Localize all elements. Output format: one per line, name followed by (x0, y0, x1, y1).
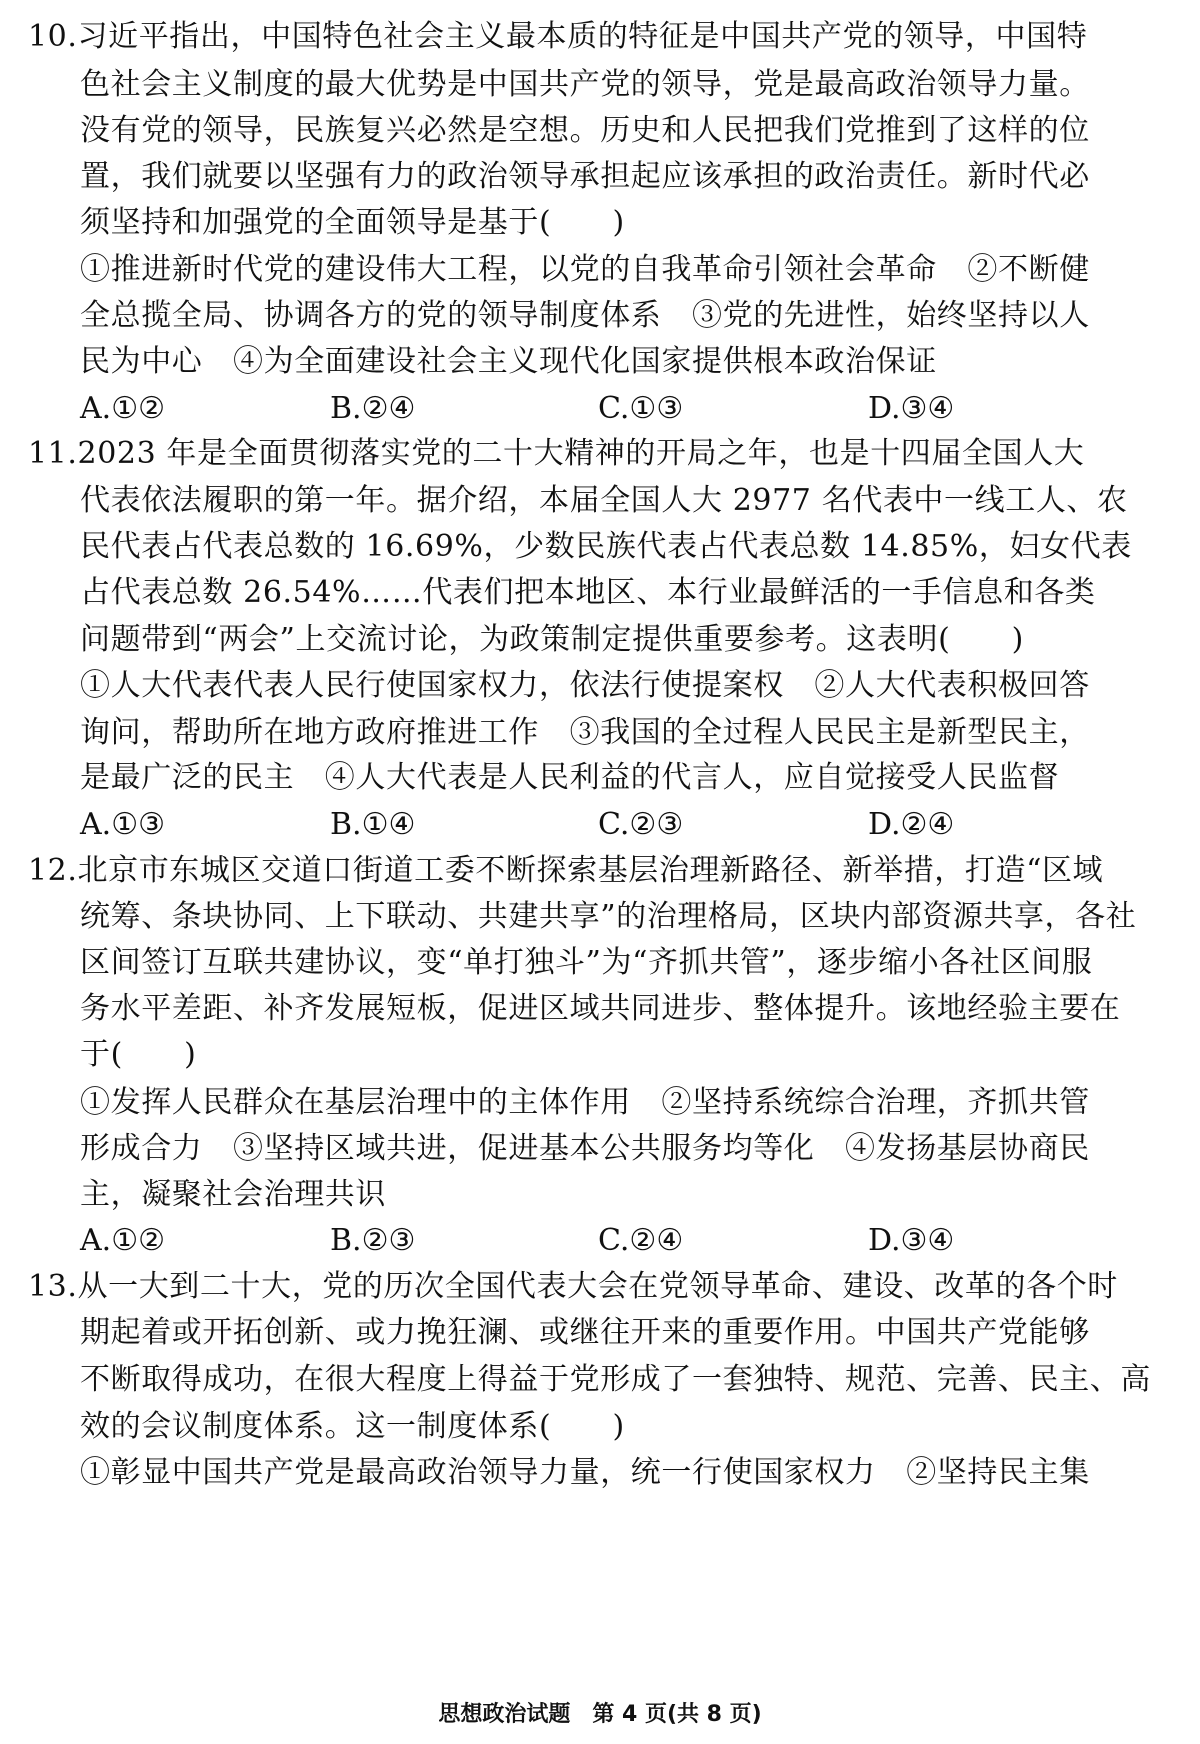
question-10-option-d: D.③④ (868, 391, 955, 426)
question-12-option-d: D.③④ (868, 1223, 955, 1258)
question-10-option-c: C.①③ (598, 391, 684, 426)
question-11-stem-line: 民代表占代表总数的 16.69%，少数民族代表占代表总数 14.85%，妇女代表 (80, 529, 1132, 564)
question-12-stem-line: 12.北京市东城区交道口街道工委不断探索基层治理新路径、新举措，打造“区域 (28, 853, 1104, 888)
question-10-stem-line: 置，我们就要以坚强有力的政治领导承担起应该承担的政治责任。新时代必 (80, 159, 1090, 194)
question-13-stem-line: 不断取得成功，在很大程度上得益于党形成了一套独特、规范、完善、民主、高 (80, 1362, 1151, 1397)
question-10-statement-line: ①推进新时代党的建设伟大工程，以党的自我革命引领社会革命 ②不断健 (80, 252, 1090, 287)
question-13-stem-line: 效的会议制度体系。这一制度体系( ) (80, 1409, 625, 1444)
question-11-option-c: C.②③ (598, 807, 684, 842)
question-12-option-b: B.②③ (330, 1223, 416, 1258)
question-11-option-d: D.②④ (868, 807, 955, 842)
question-11-stem-line: 代表依法履职的第一年。据介绍，本届全国人大 2977 名代表中一线工人、农 (80, 483, 1128, 518)
question-11-statement-line: ①人大代表代表人民行使国家权力，依法行使提案权 ②人大代表积极回答 (80, 668, 1090, 703)
question-11-stem-line: 占代表总数 26.54%……代表们把本地区、本行业最鲜活的一手信息和各类 (80, 575, 1096, 610)
question-10-option-b: B.②④ (330, 391, 416, 426)
question-13-stem-line: 13.从一大到二十大，党的历次全国代表大会在党领导革命、建设、改革的各个时 (28, 1269, 1118, 1304)
question-12-statement-line: 主，凝聚社会治理共识 (80, 1177, 386, 1212)
page-footer: 思想政治试题 第 4 页(共 8 页) (438, 1702, 762, 1727)
question-10-statement-line: 民为中心 ④为全面建设社会主义现代化国家提供根本政治保证 (80, 344, 937, 379)
question-12-stem-line: 统筹、条块协同、上下联动、共建共享”的治理格局，区块内部资源共享，各社 (80, 899, 1137, 934)
question-11-stem-line: 11.2023 年是全面贯彻落实党的二十大精神的开局之年，也是十四届全国人大 (28, 436, 1085, 471)
question-12-option-c: C.②④ (598, 1223, 684, 1258)
question-10-stem-line: 10.习近平指出，中国特色社会主义最本质的特征是中国共产党的领导，中国特 (28, 19, 1088, 54)
question-11-statement-line: 是最广泛的民主 ④人大代表是人民利益的代言人，应自觉接受人民监督 (80, 760, 1060, 795)
question-10-stem-line: 没有党的领导，民族复兴必然是空想。历史和人民把我们党推到了这样的位 (80, 113, 1090, 148)
question-10-option-a: A.①② (80, 391, 165, 426)
question-11-statement-line: 询问，帮助所在地方政府推进工作 ③我国的全过程人民民主是新型民主， (80, 715, 1090, 750)
question-11-stem-line: 问题带到“两会”上交流讨论，为政策制定提供重要参考。这表明( ) (80, 622, 1024, 657)
question-10-stem-line: 色社会主义制度的最大优势是中国共产党的领导，党是最高政治领导力量。 (80, 67, 1090, 102)
question-12-statement-line: 形成合力 ③坚持区域共进，促进基本公共服务均等化 ④发扬基层协商民 (80, 1131, 1090, 1166)
question-12-stem-line: 务水平差距、补齐发展短板，促进区域共同进步、整体提升。该地经验主要在 (80, 991, 1121, 1026)
question-13-statement-line: ①彰显中国共产党是最高政治领导力量，统一行使国家权力 ②坚持民主集 (80, 1455, 1090, 1490)
question-11-option-a: A.①③ (80, 807, 165, 842)
question-12-stem-line: 于( ) (80, 1037, 197, 1072)
question-10-stem-line: 须坚持和加强党的全面领导是基于( ) (80, 205, 625, 240)
question-10-statement-line: 全总揽全局、协调各方的党的领导制度体系 ③党的先进性，始终坚持以人 (80, 298, 1090, 333)
question-12-statement-line: ①发挥人民群众在基层治理中的主体作用 ②坚持系统综合治理，齐抓共管 (80, 1085, 1090, 1120)
question-13-stem-line: 期起着或开拓创新、或力挽狂澜、或继往开来的重要作用。中国共产党能够 (80, 1315, 1090, 1350)
question-11-option-b: B.①④ (330, 807, 416, 842)
question-12-stem-line: 区间签订互联共建协议，变“单打独斗”为“齐抓共管”，逐步缩小各社区间服 (80, 945, 1093, 980)
question-12-option-a: A.①② (80, 1223, 165, 1258)
